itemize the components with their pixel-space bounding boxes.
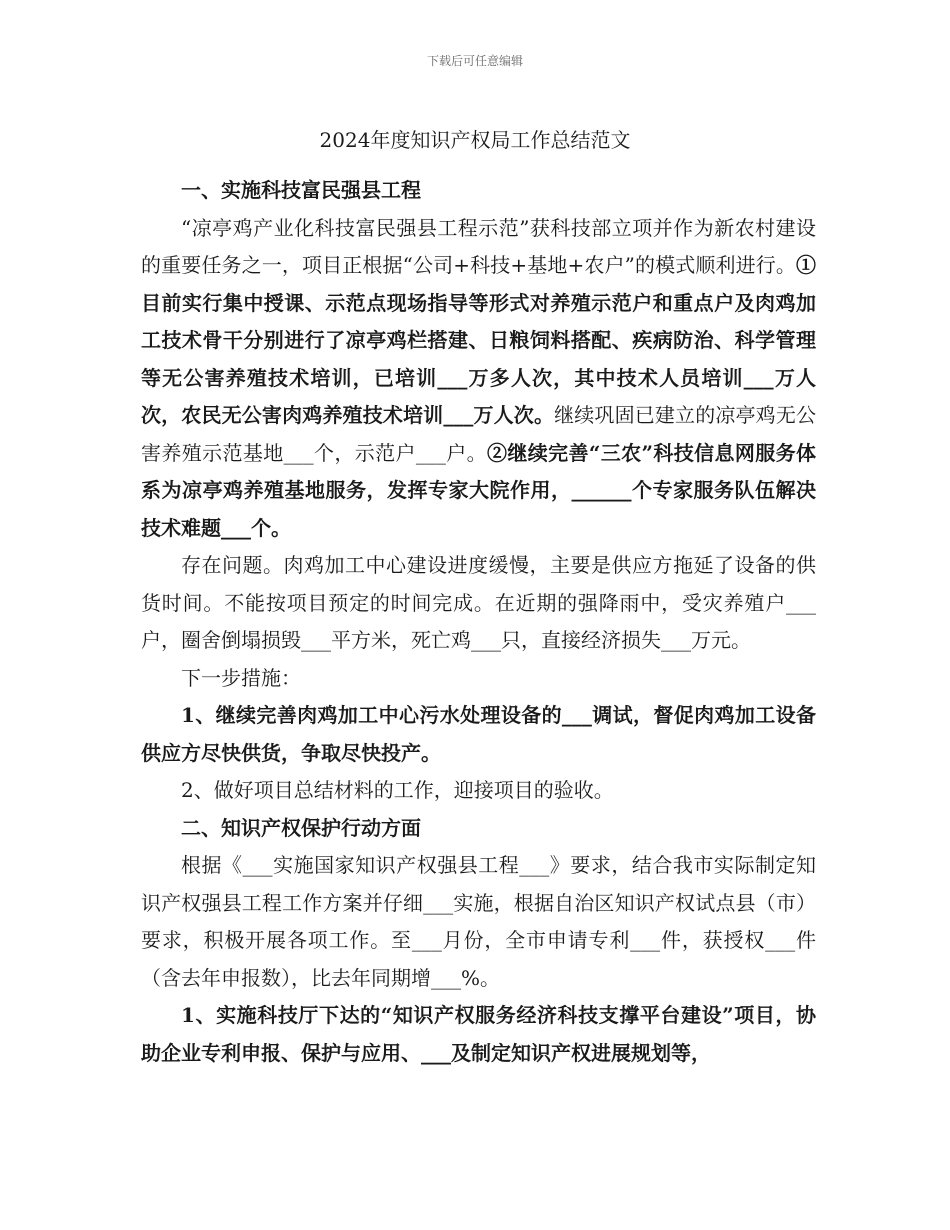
paragraph [141,210,816,548]
document-body [141,172,816,1072]
paragraph-text: “凉亭鸡产业化科技富民强县工程示范”获科技部立项并作为新农村建设的重要任务之一，项目正根据“公司+科技+基地+农户”的模式顺利进行。 [141,215,816,277]
page-header: 下载后可任意编辑 [426,54,523,68]
list-item: 2、做好项目总结材料的工作，迎接项目的验收。 [181,778,614,802]
document-title: 2024年度知识产权局工作总结范文 [319,128,631,152]
section-heading-2: 二、知识产权保护行动方面 [181,815,421,840]
list-item: 1、继续完善肉鸡加工中心污水处理设备的___调试，督促肉鸡加工设备供应方尽快供货，争取尽快投产。 [141,703,816,765]
paragraph: 下一步措施： [181,665,301,690]
paragraph-text-bold: ②继续完善“三农”科技信息网服务体系为凉亭鸡养殖基地服务，发挥专家大院作用，______个专家服务队伍解决技术难题___个。 [141,440,816,540]
paragraph: 存在问题。肉鸡加工中心建设进度缓慢，主要是供应方拖延了设备的供货时间。不能按项目预定的时间完成。在近期的强降雨中，受灾养殖户___户，圈舍倒塌损毁___平方米，死亡鸡___只，直接经济损失___万元。 [141,553,816,652]
paragraph-text: 继续巩固已建立的凉亭鸡无公害养殖示范基地___个，示范户___户。 [141,403,816,465]
paragraph-text-bold: ①目前实行集中授课、示范点现场指导等形式对养殖示范户和重点户及肉鸡加工技术骨干分别进行了凉亭鸡栏搭建、日粮饲料搭配、疾病防治、科学管理等无公害养殖技术培训，已培训___万多人次，其中技术人员培训___万人次，农民无公害肉鸡养殖技术培训___万人次。 [141,253,816,427]
section-heading-1: 一、实施科技富民强县工程 [181,178,421,202]
list-item: 1、实施科技厅下达的“知识产权服务经济科技支撑平台建设”项目，协助企业专利申报、保护与应用、___及制定知识产权进展规划等， [141,1003,816,1065]
paragraph: 根据《___实施国家知识产权强县工程___》要求，结合我市实际制定知识产权强县工程工作方案并仔细___实施，根据自治区知识产权试点县（市）要求，积极开展各项工作。至___月份，全市申请专利___件，获授权___件（含去年申报数），比去年同期增___%。 [141,853,816,990]
